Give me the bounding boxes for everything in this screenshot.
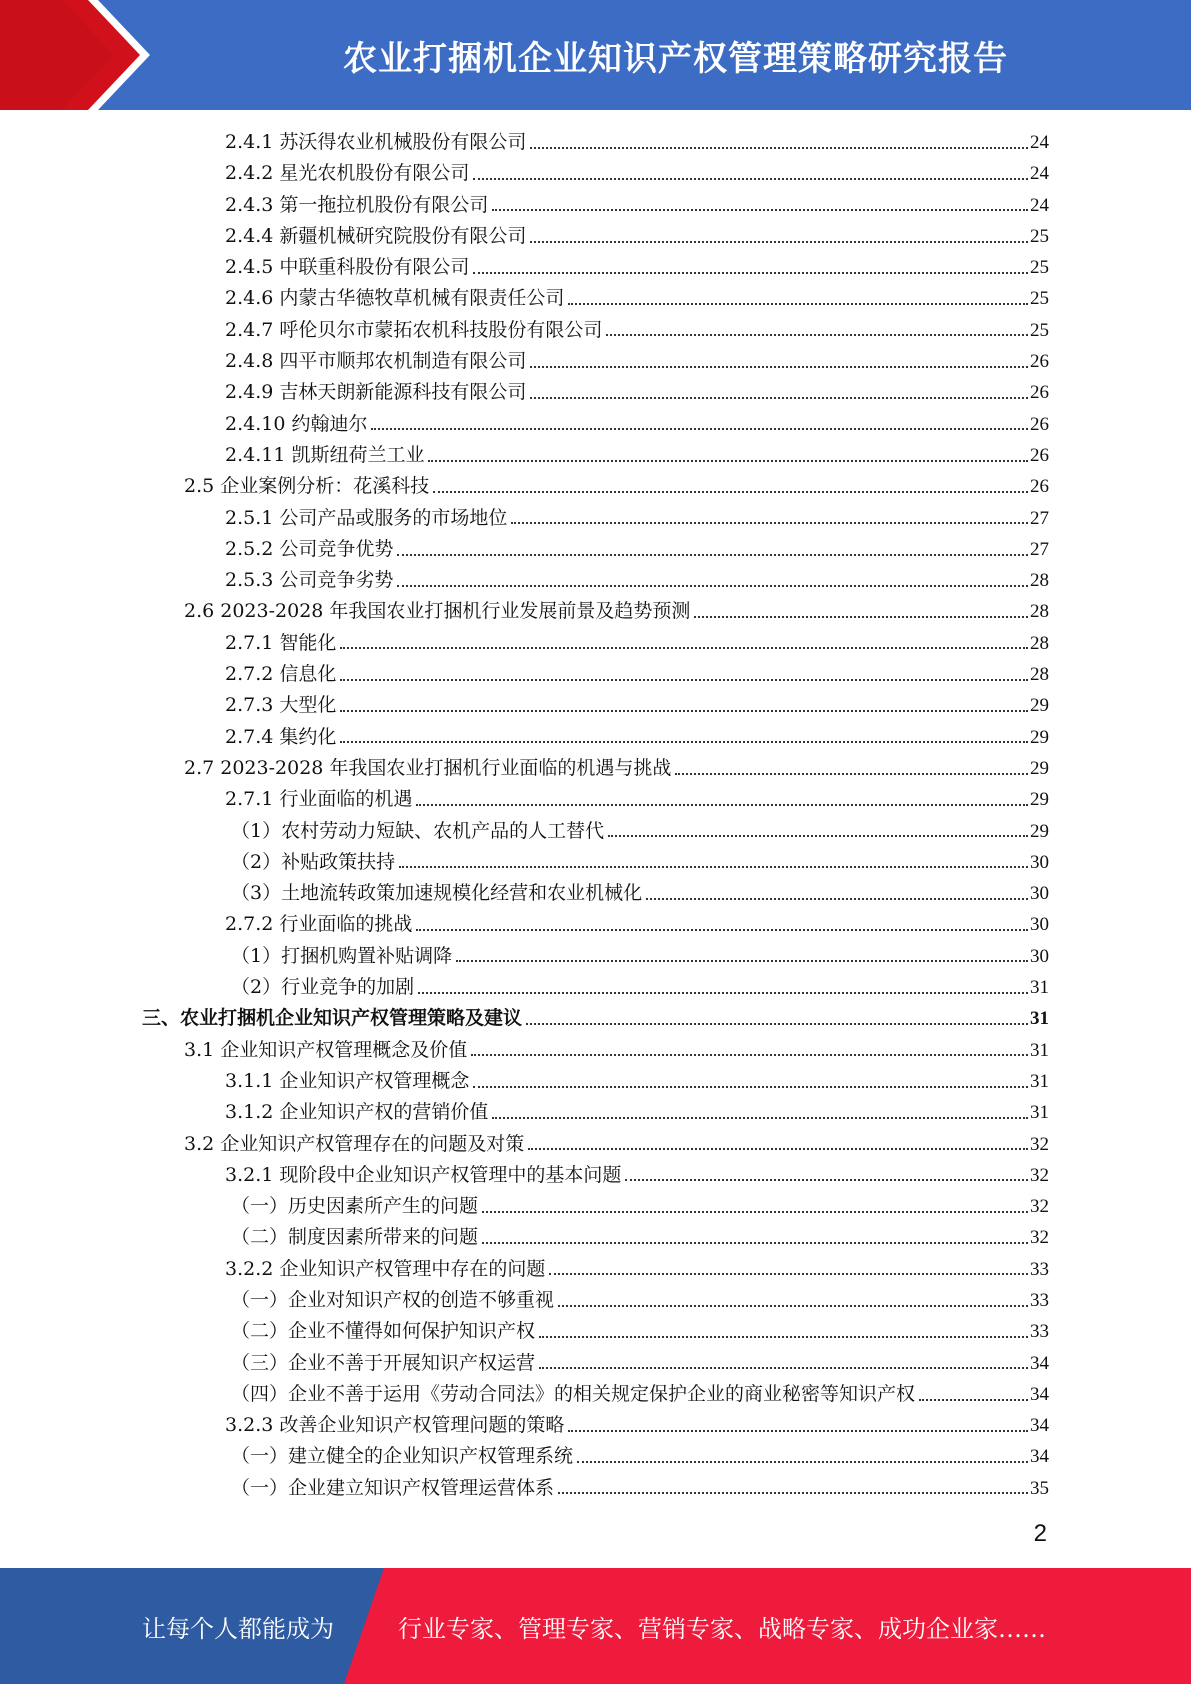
toc-dot-leader — [456, 960, 1028, 962]
toc-dot-leader — [539, 1336, 1028, 1338]
toc-entry[interactable] — [225, 127, 1049, 158]
toc-entry-title: 3.2 企业知识产权管理存在的问题及对策 — [184, 1132, 525, 1155]
toc-entry-title: （1）打捆机购置补贴调降 — [231, 944, 453, 967]
toc-entry[interactable] — [231, 878, 1049, 909]
toc-entry[interactable] — [184, 753, 1049, 784]
toc-entry-title: （2）补贴政策扶持 — [231, 850, 396, 873]
toc-entry[interactable] — [231, 1473, 1049, 1504]
toc-entry-page: 31 — [1030, 1039, 1049, 1061]
toc-entry[interactable] — [225, 440, 1049, 471]
toc-dot-leader — [528, 1148, 1028, 1150]
toc-dot-leader — [397, 585, 1028, 587]
toc-entry[interactable] — [231, 1191, 1049, 1222]
toc-entry-page: 34 — [1030, 1383, 1049, 1405]
toc-entry-title: 3.2.2 企业知识产权管理中存在的问题 — [225, 1257, 546, 1280]
toc-entry-page: 32 — [1030, 1133, 1049, 1155]
toc-entry-title: 2.4.4 新疆机械研究院股份有限公司 — [225, 224, 527, 247]
document-title: 农业打捆机企业知识产权管理策略研究报告 — [343, 38, 1008, 79]
toc-entry-page: 31 — [1030, 1102, 1049, 1124]
toc-entry-title: （3）土地流转政策加速规模化经营和农业机械化 — [231, 882, 643, 905]
toc-entry-title: 2.4.7 呼伦贝尔市蒙拓农机科技股份有限公司 — [225, 318, 603, 341]
toc-entry[interactable] — [231, 1441, 1049, 1472]
toc-dot-leader — [340, 679, 1028, 681]
toc-entry-page: 31 — [1030, 1070, 1049, 1092]
toc-entry-title: 3.1 企业知识产权管理概念及价值 — [184, 1038, 468, 1061]
toc-dot-leader — [558, 1305, 1028, 1307]
toc-entry-page: 29 — [1030, 820, 1049, 842]
toc-dot-leader — [558, 1492, 1028, 1494]
toc-dot-leader — [433, 491, 1028, 493]
toc-entry[interactable] — [231, 941, 1049, 972]
toc-entry[interactable] — [225, 784, 1049, 815]
toc-dot-leader — [340, 710, 1028, 712]
toc-entry-title: 2.7.1 行业面临的机遇 — [225, 788, 413, 811]
toc-dot-leader — [530, 366, 1028, 368]
toc-dot-leader — [577, 1461, 1028, 1463]
toc-entry[interactable] — [225, 722, 1049, 753]
toc-entry-title: （一）建立健全的企业知识产权管理系统 — [231, 1445, 574, 1468]
toc-entry-page: 25 — [1030, 257, 1049, 279]
toc-entry-title: 2.7.2 信息化 — [225, 663, 337, 686]
toc-entry-title: （二）企业不懂得如何保护知识产权 — [231, 1320, 536, 1343]
toc-entry[interactable] — [225, 158, 1049, 189]
toc-entry[interactable] — [225, 377, 1049, 408]
toc-entry-page: 29 — [1030, 726, 1049, 748]
toc-dot-leader — [608, 835, 1028, 837]
toc-entry-page: 26 — [1030, 444, 1049, 466]
toc-dot-leader — [473, 272, 1028, 274]
toc-entry-page: 27 — [1030, 538, 1049, 560]
toc-entry-title: 3.2.1 现阶段中企业知识产权管理中的基本问题 — [225, 1163, 622, 1186]
toc-entry-page: 24 — [1030, 163, 1049, 185]
page-footer — [0, 1568, 1191, 1684]
toc-entry-title: （1）农村劳动力短缺、农机产品的人工替代 — [231, 819, 605, 842]
toc-entry[interactable] — [142, 1003, 1049, 1034]
toc-entry-title: （四）企业不善于运用《劳动合同法》的相关规定保护企业的商业秘密等知识产权 — [231, 1382, 916, 1405]
toc-entry-page: 28 — [1030, 632, 1049, 654]
toc-dot-leader — [397, 554, 1028, 556]
toc-dot-leader — [625, 1179, 1028, 1181]
toc-entry-page: 31 — [1030, 1008, 1049, 1030]
toc-entry-page: 30 — [1030, 851, 1049, 873]
toc-entry-page: 29 — [1030, 789, 1049, 811]
header-arrow-decoration — [0, 0, 150, 110]
toc-dot-leader — [694, 616, 1028, 618]
toc-entry[interactable] — [225, 628, 1049, 659]
toc-entry-title: 2.4.6 内蒙古华德牧草机械有限责任公司 — [225, 287, 565, 310]
toc-entry-page: 33 — [1030, 1289, 1049, 1311]
toc-entry-page: 25 — [1030, 225, 1049, 247]
toc-entry[interactable] — [225, 909, 1049, 940]
toc-entry[interactable] — [225, 283, 1049, 314]
toc-dot-leader — [646, 898, 1028, 900]
toc-entry-title: 3.2.3 改善企业知识产权管理问题的策略 — [225, 1414, 565, 1437]
toc-entry-page: 27 — [1030, 507, 1049, 529]
toc-entry-title: 2.5 企业案例分析：花溪科技 — [184, 475, 430, 498]
toc-entry-page: 28 — [1030, 570, 1049, 592]
toc-dot-leader — [416, 804, 1028, 806]
toc-entry[interactable] — [225, 1254, 1049, 1285]
toc-entry[interactable] — [225, 190, 1049, 221]
toc-entry[interactable] — [225, 346, 1049, 377]
toc-entry-page: 24 — [1030, 132, 1049, 153]
toc-entry[interactable] — [225, 659, 1049, 690]
toc-entry[interactable] — [225, 1160, 1049, 1191]
toc-entry-page: 30 — [1030, 883, 1049, 905]
page-number: 2 — [1033, 1520, 1047, 1547]
toc-entry-title: （一）企业对知识产权的创造不够重视 — [231, 1288, 555, 1311]
toc-entry-page: 26 — [1030, 351, 1049, 373]
toc-entry-title: 三、农业打捆机企业知识产权管理策略及建议 — [142, 1007, 523, 1030]
toc-dot-leader — [340, 741, 1028, 743]
toc-entry-title: 2.7.2 行业面临的挑战 — [225, 913, 413, 936]
toc-dot-leader — [530, 397, 1028, 399]
toc-entry-title: 3.1.1 企业知识产权管理概念 — [225, 1069, 470, 1092]
toc-entry-page: 32 — [1030, 1164, 1049, 1186]
toc-dot-leader — [482, 1211, 1028, 1213]
toc-entry-page: 29 — [1030, 757, 1049, 779]
toc-entry-page: 24 — [1030, 194, 1049, 216]
toc-entry[interactable] — [231, 1379, 1049, 1410]
toc-entry-title: 2.7 2023-2028 年我国农业打捆机行业面临的机遇与挑战 — [184, 756, 672, 779]
toc-entry-page: 32 — [1030, 1196, 1049, 1218]
toc-entry[interactable] — [184, 596, 1049, 627]
toc-entry-page: 34 — [1030, 1446, 1049, 1468]
toc-entry-page: 26 — [1030, 413, 1049, 435]
toc-dot-leader — [492, 1117, 1028, 1119]
toc-entry[interactable] — [184, 1035, 1049, 1066]
toc-entry-title: 3.1.2 企业知识产权的营销价值 — [225, 1101, 489, 1124]
toc-entry[interactable] — [231, 847, 1049, 878]
toc-dot-leader — [428, 460, 1028, 462]
toc-dot-leader — [418, 992, 1028, 994]
toc-entry[interactable] — [225, 534, 1049, 565]
toc-dot-leader — [473, 1086, 1028, 1088]
toc-entry[interactable] — [184, 471, 1049, 502]
toc-dot-leader — [340, 647, 1028, 649]
toc-entry-title: 2.5.3 公司竞争劣势 — [225, 569, 394, 592]
toc-dot-leader — [371, 428, 1028, 430]
toc-dot-leader — [530, 241, 1028, 243]
toc-dot-leader — [471, 1054, 1028, 1056]
toc-entry-title: 2.4.11 凯斯纽荷兰工业 — [225, 443, 425, 466]
toc-dot-leader — [511, 522, 1028, 524]
toc-dot-leader — [919, 1399, 1028, 1401]
page-header — [0, 0, 1191, 110]
toc-dot-leader — [416, 929, 1028, 931]
toc-entry-title: 2.5.1 公司产品或服务的市场地位 — [225, 506, 508, 529]
toc-entry[interactable] — [225, 503, 1049, 534]
toc-entry-title: （三）企业不善于开展知识产权运营 — [231, 1351, 536, 1374]
toc-dot-leader — [539, 1367, 1028, 1369]
toc-entry-title: 2.4.3 第一拖拉机股份有限公司 — [225, 193, 489, 216]
toc-dot-leader — [549, 1273, 1028, 1275]
toc-dot-leader — [568, 1430, 1028, 1432]
toc-entry-page: 31 — [1030, 977, 1049, 999]
toc-entry-title: （一）历史因素所产生的问题 — [231, 1195, 479, 1218]
toc-entry-page: 33 — [1030, 1258, 1049, 1280]
toc-entry[interactable] — [231, 1285, 1049, 1316]
toc-entry-title: 2.5.2 公司竞争优势 — [225, 537, 394, 560]
toc-dot-leader — [568, 303, 1028, 305]
toc-entry-page: 33 — [1030, 1321, 1049, 1343]
toc-entry[interactable] — [225, 221, 1049, 252]
toc-entry-title: 2.4.1 苏沃得农业机械股份有限公司 — [225, 131, 527, 153]
toc-entry-page: 32 — [1030, 1227, 1049, 1249]
toc-entry-page: 34 — [1030, 1352, 1049, 1374]
toc-entry[interactable] — [231, 1316, 1049, 1347]
toc-entry-page: 25 — [1030, 319, 1049, 341]
toc-dot-leader — [492, 209, 1028, 211]
toc-entry-page: 30 — [1030, 914, 1049, 936]
toc-entry-title: 2.4.10 约翰迪尔 — [225, 412, 368, 435]
toc-entry[interactable] — [225, 315, 1049, 346]
toc-entry-page: 34 — [1030, 1415, 1049, 1437]
toc-entry-page: 35 — [1030, 1477, 1049, 1499]
toc-entry-page: 28 — [1030, 664, 1049, 686]
toc-entry[interactable] — [231, 816, 1049, 847]
toc-entry[interactable] — [225, 1410, 1049, 1441]
toc-entry-title: 2.6 2023-2028 年我国农业打捆机行业发展前景及趋势预测 — [184, 600, 691, 623]
toc-dot-leader — [675, 773, 1028, 775]
toc-dot-leader — [606, 334, 1028, 336]
toc-dot-leader — [399, 866, 1028, 868]
toc-entry-page: 26 — [1030, 476, 1049, 498]
toc-entry-page: 26 — [1030, 382, 1049, 404]
toc-entry[interactable] — [231, 1222, 1049, 1253]
toc-entry-page: 30 — [1030, 945, 1049, 967]
table-of-contents — [0, 127, 1191, 1504]
toc-entry[interactable] — [225, 409, 1049, 440]
toc-entry-title: 2.7.3 大型化 — [225, 694, 337, 717]
toc-entry-title: 2.4.2 星光农机股份有限公司 — [225, 162, 470, 185]
toc-entry[interactable] — [225, 690, 1049, 721]
toc-entry-title: 2.7.4 集约化 — [225, 725, 337, 748]
toc-entry-title: 2.7.1 智能化 — [225, 631, 337, 654]
toc-entry[interactable] — [231, 1348, 1049, 1379]
toc-dot-leader — [482, 1242, 1028, 1244]
toc-dot-leader — [473, 178, 1028, 180]
toc-entry[interactable] — [225, 565, 1049, 596]
toc-entry-title: （2）行业竞争的加剧 — [231, 976, 415, 999]
toc-entry-title: 2.4.8 四平市顺邦农机制造有限公司 — [225, 350, 527, 373]
toc-entry-page: 28 — [1030, 601, 1049, 623]
toc-entry[interactable] — [225, 1097, 1049, 1128]
toc-entry[interactable] — [225, 1066, 1049, 1097]
toc-entry[interactable] — [225, 252, 1049, 283]
toc-entry[interactable] — [184, 1129, 1049, 1160]
toc-dot-leader — [526, 1023, 1028, 1025]
toc-entry-title: （二）制度因素所带来的问题 — [231, 1226, 479, 1249]
toc-entry-page: 25 — [1030, 288, 1049, 310]
toc-dot-leader — [530, 147, 1028, 149]
toc-entry-title: （一）企业建立知识产权管理运营体系 — [231, 1476, 555, 1499]
toc-entry-title: 2.4.5 中联重科股份有限公司 — [225, 256, 470, 279]
footer-slogan-left: 让每个人都能成为 — [142, 1614, 334, 1643]
footer-slogan-right: 行业专家、管理专家、营销专家、战略专家、成功企业家…… — [398, 1614, 1046, 1643]
toc-entry-title: 2.4.9 吉林天朗新能源科技有限公司 — [225, 381, 527, 404]
toc-entry[interactable] — [231, 972, 1049, 1003]
toc-entry-page: 29 — [1030, 695, 1049, 717]
